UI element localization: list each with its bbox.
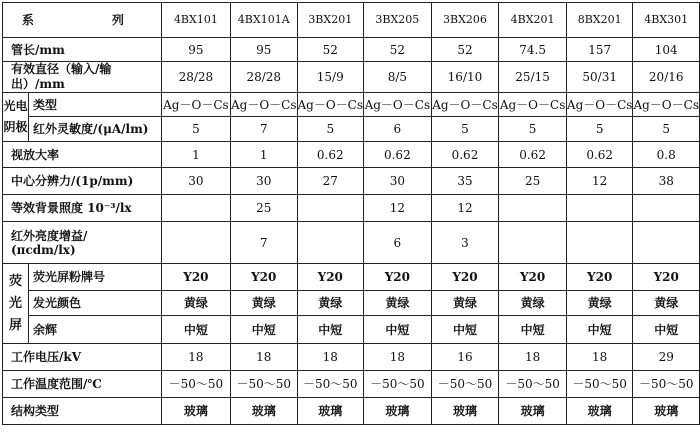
table-cell: Ag－O－Cs xyxy=(633,93,700,117)
table-cell: 74.5 xyxy=(499,38,567,62)
table-cell: Ag－O－Cs xyxy=(364,93,432,117)
row-label: 中心分辨力/(1p/mm) xyxy=(3,168,162,195)
table-cell: 玻璃 xyxy=(431,398,499,425)
table-cell: 0.62 xyxy=(364,142,432,168)
table-cell: 12 xyxy=(364,195,432,222)
table-row-voltage xyxy=(3,344,700,371)
model-header: 4BX201 xyxy=(499,3,567,38)
table-cell: 27 xyxy=(297,168,364,195)
table-cell: 25/15 xyxy=(499,62,567,93)
table-cell: 中短 xyxy=(499,316,567,344)
table-row-resolution xyxy=(3,168,700,195)
model-header: 3BX206 xyxy=(431,3,499,38)
screen-group-label: 荧光屏 xyxy=(3,264,29,344)
table-cell: 玻璃 xyxy=(364,398,432,425)
header-row xyxy=(3,3,700,38)
photocathode-group-label xyxy=(3,93,29,142)
table-cell: －50～50 xyxy=(297,371,364,398)
table-cell xyxy=(633,195,700,222)
table-row-magnification xyxy=(3,142,700,168)
table-cell: 6 xyxy=(364,117,432,142)
table-cell: 8/5 xyxy=(364,62,432,93)
table-cell: 50/31 xyxy=(566,62,633,93)
table-cell: 中短 xyxy=(364,316,432,344)
table-cell: 30 xyxy=(161,168,230,195)
table-cell: 18 xyxy=(364,344,432,371)
row-label: 管长/mm xyxy=(3,38,162,62)
table-cell: －50～50 xyxy=(431,371,499,398)
model-header: 8BX201 xyxy=(566,3,633,38)
table-cell: －50～50 xyxy=(230,371,297,398)
row-label: 发光颜色 xyxy=(29,291,162,316)
table-cell: 5 xyxy=(297,117,364,142)
table-row-emission-color xyxy=(3,291,700,316)
table-cell: Y20 xyxy=(364,264,432,291)
table-cell: 黄绿 xyxy=(499,291,567,316)
table-cell: 黄绿 xyxy=(297,291,364,316)
table-cell: 30 xyxy=(230,168,297,195)
table-cell: 18 xyxy=(297,344,364,371)
row-label: 视放大率 xyxy=(3,142,162,168)
table-cell: 0.8 xyxy=(633,142,700,168)
table-cell: 16/10 xyxy=(431,62,499,93)
table-cell: 玻璃 xyxy=(230,398,297,425)
row-label: 红外灵敏度/(μA/lm) xyxy=(29,117,162,142)
table-cell: 52 xyxy=(297,38,364,62)
table-cell: 黄绿 xyxy=(566,291,633,316)
table-cell: 中短 xyxy=(566,316,633,344)
table-cell xyxy=(566,195,633,222)
table-cell: －50～50 xyxy=(566,371,633,398)
row-label-line: (πcdm/lx) xyxy=(11,242,76,257)
table-cell: 18 xyxy=(566,344,633,371)
table-cell: 95 xyxy=(161,38,230,62)
spec-table-container xyxy=(2,2,700,425)
row-label: 荧光屏粉牌号 xyxy=(29,264,162,291)
table-cell: Y20 xyxy=(161,264,230,291)
table-cell: 12 xyxy=(431,195,499,222)
table-cell: 0.62 xyxy=(297,142,364,168)
row-label-line: 红外亮度增益/ xyxy=(11,228,88,243)
table-cell: －50～50 xyxy=(499,371,567,398)
table-cell: 黄绿 xyxy=(633,291,700,316)
table-cell: 玻璃 xyxy=(161,398,230,425)
table-cell: Ag－O－Cs xyxy=(566,93,633,117)
table-cell: 0.62 xyxy=(499,142,567,168)
table-cell: 黄绿 xyxy=(230,291,297,316)
series-header: 系 列 xyxy=(3,3,162,38)
table-cell xyxy=(297,195,364,222)
table-cell: 玻璃 xyxy=(499,398,567,425)
table-cell: 15/9 xyxy=(297,62,364,93)
row-label: 等效背景照度 10⁻³/lx xyxy=(3,195,162,222)
table-cell: Y20 xyxy=(431,264,499,291)
table-cell: 157 xyxy=(566,38,633,62)
table-cell: 18 xyxy=(230,344,297,371)
table-row-tube-length xyxy=(3,38,700,62)
table-cell: 5 xyxy=(161,117,230,142)
table-cell: 黄绿 xyxy=(364,291,432,316)
table-cell: 玻璃 xyxy=(633,398,700,425)
row-label: 结构类型 xyxy=(3,398,162,425)
table-cell: Ag－O－Cs xyxy=(161,93,230,117)
table-row-temperature xyxy=(3,371,700,398)
table-cell: 52 xyxy=(364,38,432,62)
table-cell: －50～50 xyxy=(161,371,230,398)
table-cell xyxy=(499,195,567,222)
model-header: 3BX201 xyxy=(297,3,364,38)
model-header: 4BX101 xyxy=(161,3,230,38)
table-cell: 7 xyxy=(230,222,297,264)
table-cell: 28/28 xyxy=(161,62,230,93)
table-cell: Y20 xyxy=(230,264,297,291)
row-label: 工作温度范围/℃ xyxy=(3,371,162,398)
table-cell: Ag－O－Cs xyxy=(230,93,297,117)
table-cell: Y20 xyxy=(297,264,364,291)
table-cell: Ag－O－Cs xyxy=(431,93,499,117)
table-cell: 5 xyxy=(633,117,700,142)
table-cell: 35 xyxy=(431,168,499,195)
table-cell: －50～50 xyxy=(364,371,432,398)
table-cell xyxy=(633,222,700,264)
table-cell: 3 xyxy=(431,222,499,264)
table-cell: 5 xyxy=(566,117,633,142)
table-cell: 18 xyxy=(499,344,567,371)
table-cell xyxy=(161,195,230,222)
model-header: 4BX101A xyxy=(230,3,297,38)
table-cell: 中短 xyxy=(431,316,499,344)
table-cell: 玻璃 xyxy=(297,398,364,425)
table-cell: 38 xyxy=(633,168,700,195)
table-cell: 20/16 xyxy=(633,62,700,93)
table-cell: 18 xyxy=(161,344,230,371)
row-label: 有效直径（输入/输出）/mm xyxy=(3,62,162,93)
table-cell: 29 xyxy=(633,344,700,371)
table-cell: Ag－O－Cs xyxy=(499,93,567,117)
table-row-effective-diameter xyxy=(3,62,700,93)
table-cell: 0.62 xyxy=(566,142,633,168)
table-cell: 中短 xyxy=(297,316,364,344)
table-row-phosphor-grade xyxy=(3,264,700,291)
table-cell: Ag－O－Cs xyxy=(297,93,364,117)
table-cell: 7 xyxy=(230,117,297,142)
table-cell: 1 xyxy=(161,142,230,168)
table-cell xyxy=(566,222,633,264)
row-label: 类型 xyxy=(29,93,162,117)
table-cell: 12 xyxy=(566,168,633,195)
table-cell: 中短 xyxy=(633,316,700,344)
model-header: 3BX205 xyxy=(364,3,432,38)
table-cell: 0.62 xyxy=(431,142,499,168)
group-label-line: 阴极 xyxy=(3,120,28,134)
table-cell: 28/28 xyxy=(230,62,297,93)
table-cell: 中短 xyxy=(230,316,297,344)
table-cell: 1 xyxy=(230,142,297,168)
table-cell: 黄绿 xyxy=(431,291,499,316)
table-cell: 5 xyxy=(431,117,499,142)
table-cell: 玻璃 xyxy=(566,398,633,425)
model-header: 4BX301 xyxy=(633,3,700,38)
table-row-afterglow xyxy=(3,316,700,344)
table-cell xyxy=(499,222,567,264)
table-cell: 25 xyxy=(499,168,567,195)
table-row-structure xyxy=(3,398,700,425)
table-cell: 104 xyxy=(633,38,700,62)
table-row-ir-gain xyxy=(3,222,700,264)
table-cell: 30 xyxy=(364,168,432,195)
group-label-line: 光电 xyxy=(3,99,28,113)
table-cell: 52 xyxy=(431,38,499,62)
table-cell xyxy=(297,222,364,264)
table-cell: 16 xyxy=(431,344,499,371)
table-row-background-illuminance xyxy=(3,195,700,222)
row-label: 工作电压/kV xyxy=(3,344,162,371)
table-cell: Y20 xyxy=(499,264,567,291)
table-cell: －50～50 xyxy=(633,371,700,398)
table-cell: 25 xyxy=(230,195,297,222)
table-cell: Y20 xyxy=(633,264,700,291)
table-row-ir-sensitivity xyxy=(3,117,700,142)
table-cell: Y20 xyxy=(566,264,633,291)
table-cell xyxy=(161,222,230,264)
table-cell: 95 xyxy=(230,38,297,62)
table-row-cathode-type xyxy=(3,93,700,117)
row-label-multiline xyxy=(3,222,162,264)
table-cell: 中短 xyxy=(161,316,230,344)
table-cell: 5 xyxy=(499,117,567,142)
table-cell: 黄绿 xyxy=(161,291,230,316)
row-label: 余辉 xyxy=(29,316,162,344)
image-intensifier-spec-table xyxy=(2,2,700,425)
table-cell: 6 xyxy=(364,222,432,264)
